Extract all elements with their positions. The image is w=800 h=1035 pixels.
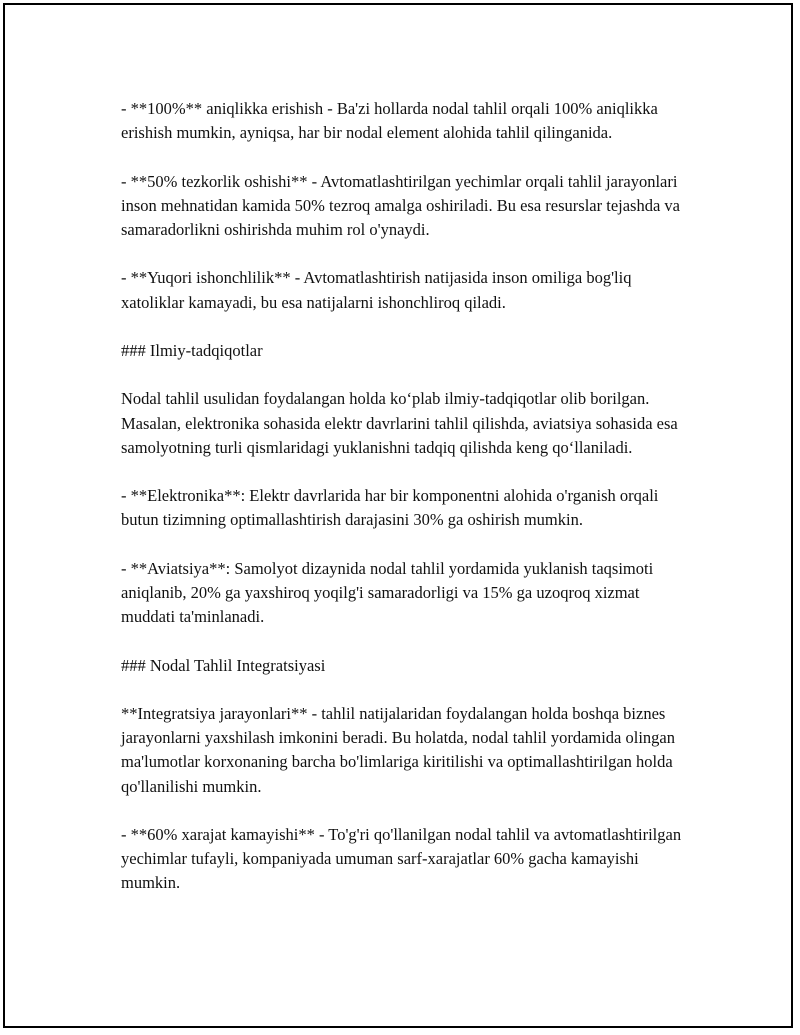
bullet-reliability: - **Yuqori ishonchlilik** - Avtomatlashtirish natijasida inson omiliga bog'liq xatoliklar kamayadi, bu esa natijalarni ishonchliroq qiladi. <box>121 268 632 312</box>
bullet-cost-reduction: - **60% xarajat kamayishi** - To'g'ri qo'llanilgan nodal tahlil va avtomatlashtirilgan yechimlar tufayli, kompaniyada umuman sarf-xarajatlar 60% gacha kamayishi mumkin. <box>121 824 682 893</box>
bullet-speed: - **50% tezkorlik oshishi** - Avtomatlashtirilgan yechimlar orqali tahlil jarayonlari inson mehnatidan kamida 50% tezroq amalga oshiriladi. Bu esa resurslar tejashda va samaradorlikni oshirishda muhim rol o'ynaydi. <box>121 171 680 239</box>
heading-integration: ### Nodal Tahlil Integratsiyasi <box>121 655 326 675</box>
document-body <box>121 97 691 920</box>
bullet-aviation: - **Aviatsiya**: Samolyot dizaynida nodal tahlil yordamida yuklanish taqsimoti aniqlanib, 20% ga yaxshiroq yoqilg'i samaradorligi va 15% ga uzoqroq xizmat muddati ta'minlanadi. <box>121 558 654 627</box>
bullet-accuracy: - **100%** aniqlikka erishish - Ba'zi hollarda nodal tahlil orqali 100% aniqlikka erishish mumkin, ayniqsa, har bir nodal element alohida tahlil qilinganida. <box>121 99 658 143</box>
page-frame <box>3 3 793 1028</box>
heading-research: ### Ilmiy-tadqiqotlar <box>121 340 263 360</box>
bullet-electronics: - **Elektronika**: Elektr davrlarida har bir komponentni alohida o'rganish orqali butun tizimning optimallashtirish darajasini 30% ga oshirish mumkin. <box>121 486 659 530</box>
research-paragraph: Nodal tahlil usulidan foydalangan holda ko‘plab ilmiy-tadqiqotlar olib borilgan. Masalan, elektronika sohasida elektr davrlarini tahlil qilishda, aviatsiya sohasida esa samolyotning turli qismlaridagi yuklanishni tadqiq qilishda keng qo‘llaniladi. <box>121 389 678 457</box>
integration-paragraph: **Integratsiya jarayonlari** - tahlil natijalaridan foydalangan holda boshqa biznes jarayonlarni yaxshilash imkonini beradi. Bu holatda, nodal tahlil yordamida olingan ma'lumotlar korxonaning barcha bo'limlariga kiritilishi va optimallashtirilgan holda qo'llanilishi mumkin. <box>121 703 675 796</box>
